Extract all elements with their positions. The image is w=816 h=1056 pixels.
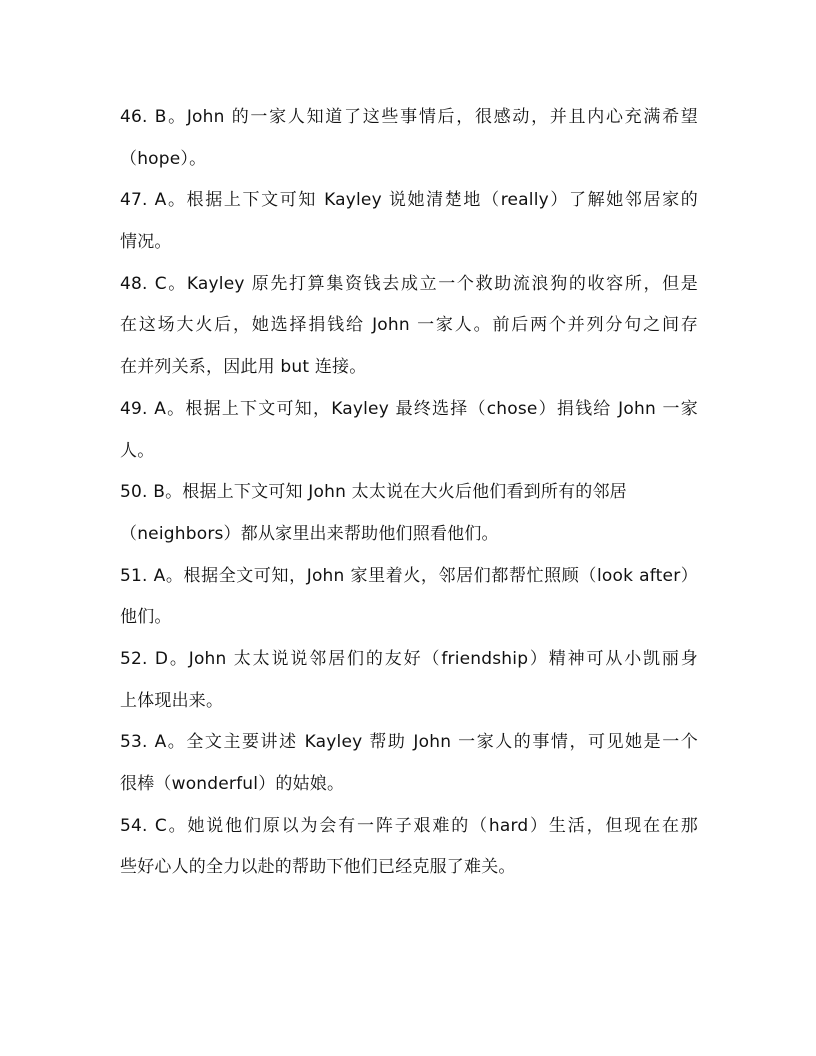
answer-52-line-1: 52. D。John 太太说说邻居们的友好（friendship）精神可从小凯丽身 xyxy=(120,648,698,669)
answer-54-line-1: 54. C。她说他们原以为会有一阵子艰难的（hard）生活，但现在在那 xyxy=(120,815,698,836)
answer-51-line-2: 他们。 xyxy=(120,607,172,628)
answer-46-line-1: 46. B。John 的一家人知道了这些事情后，很感动，并且内心充满希望 xyxy=(120,107,698,127)
answer-48-line-3: 在并列关系，因此用 but 连接。 xyxy=(120,357,367,378)
answer-48-line-1: 48. C。Kayley 原先打算集资钱去成立一个救助流浪狗的收容所，但是 xyxy=(120,273,698,294)
answer-50-line-2: （neighbors）都从家里出来帮助他们照看他们。 xyxy=(120,523,499,544)
answer-53-line-2: 很棒（wonderful）的姑娘。 xyxy=(120,774,345,794)
answer-47-line-1: 47. A。根据上下文可知 Kayley 说她清楚地（really）了解她邻居家的 xyxy=(120,190,698,211)
answer-48-line-2: 在这场大火后，她选择捐钱给 John 一家人。前后两个并列分句之间存 xyxy=(120,315,698,336)
answer-49-line-2: 人。 xyxy=(120,440,155,461)
answer-54-line-2: 些好心人的全力以赴的帮助下他们已经克服了难关。 xyxy=(120,857,516,878)
answer-46-line-2: （hope）。 xyxy=(120,148,207,169)
answer-47-line-2: 情况。 xyxy=(120,232,172,253)
answer-52-line-2: 上体现出来。 xyxy=(120,690,224,711)
answer-51-line-1: 51. A。根据全文可知，John 家里着火，邻居们都帮忙照顾（look after） xyxy=(120,565,698,586)
answer-50-line-1: 50. B。根据上下文可知 John 太太说在大火后他们看到所有的邻居 xyxy=(120,482,627,503)
answer-53-line-1: 53. A。全文主要讲述 Kayley 帮助 John 一家人的事情，可见她是一个 xyxy=(120,732,698,753)
answer-49-line-1: 49. A。根据上下文可知，Kayley 最终选择（chose）捐钱给 John 一家 xyxy=(120,398,698,419)
answer-explanations xyxy=(120,97,698,889)
